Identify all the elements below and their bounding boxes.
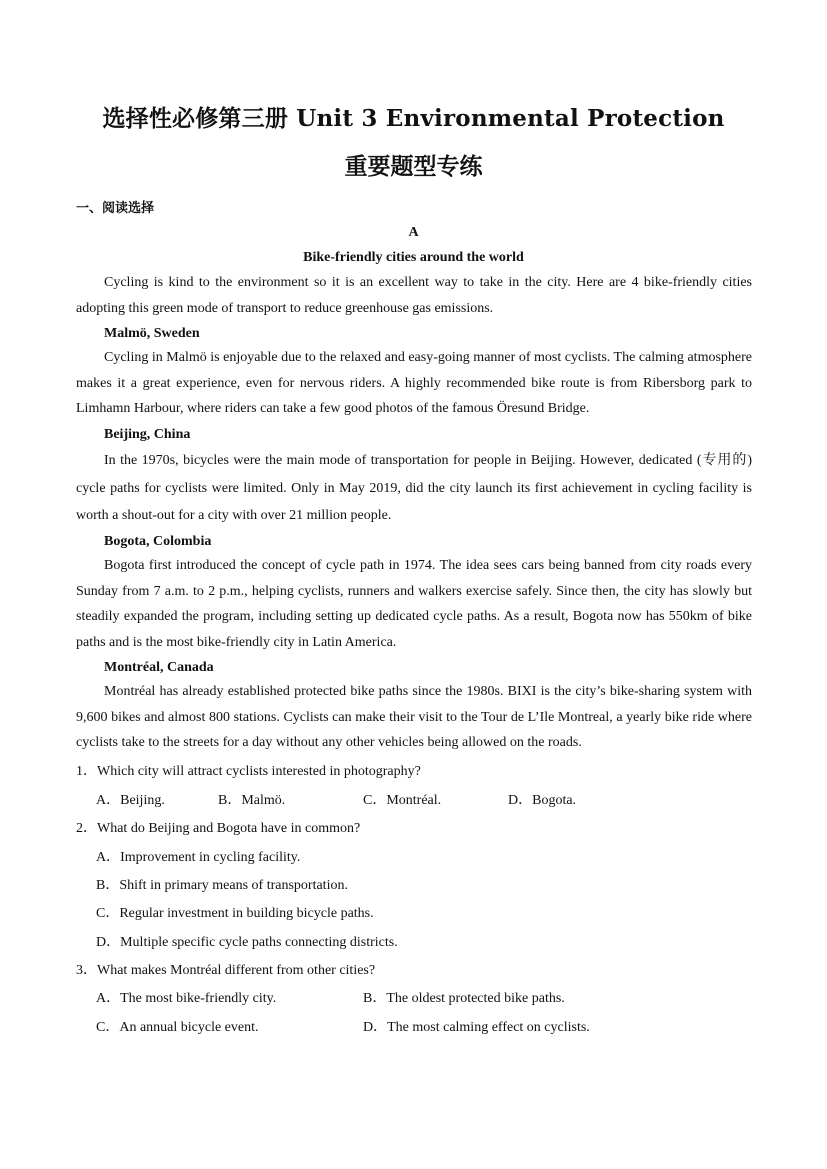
question-2: 2．What do Beijing and Bogota have in common?: [76, 821, 361, 836]
q3-option-a: A．The most bike-friendly city.: [96, 991, 277, 1006]
q2-option-a: A．Improvement in cycling facility.: [96, 850, 301, 865]
page-title: 选择性必修第三册 Unit 3 Environmental Protection: [102, 105, 725, 132]
city-text-bogota: Bogota first introduced the concept of cycle path in 1974. The idea sees cars being banned from city roads every Sunday from 7 a.m. to 2 p.m., helping cyclists, runners and walkers exercise safely. Since then, the city has slowly but steadily expanded the program, including setting up dedicated cycle paths. As a result, Bogota now has 550km of bike paths and is the most bike-friendly city in Latin America.: [76, 558, 752, 650]
city-text-montreal: Montréal has already established protected bike paths since the 1980s. BIXI is the city’s bike-sharing system with 9,600 bikes and almost 800 stations. Cyclists can make their visit to the Tour de L’Ile Montreal, a yearly bike ride where cyclists take to the streets for a day without any other vehicles being allowed on the roads.: [76, 684, 752, 750]
city-heading-bogota: Bogota, Colombia: [104, 534, 212, 549]
section-heading: 一、阅读选择: [76, 201, 155, 216]
q3-option-c: C．An annual bicycle event.: [96, 1020, 259, 1035]
q2-option-b: B．Shift in primary means of transportation.: [96, 878, 348, 893]
city-heading-beijing: Beijing, China: [104, 427, 191, 442]
passage-label: A: [408, 225, 419, 240]
page-subtitle: 重要题型专练: [344, 153, 483, 180]
q1-option-c: C．Montréal.: [363, 793, 442, 808]
question-3: 3．What makes Montréal different from other cities?: [76, 963, 376, 978]
city-text-beijing: In the 1970s, bicycles were the main mode of transportation for people in Beijing. However, dedicated (专用的) cycle paths for cyclists were limited. Only in May 2019, did the city launch its first achievement in cycling facility is worth a shout-out for a city with over 21 million people.: [76, 453, 752, 523]
q3-option-b: B．The oldest protected bike paths.: [363, 991, 565, 1006]
q3-option-d: D．The most calming effect on cyclists.: [363, 1020, 590, 1035]
q1-option-b: B．Malmö.: [218, 793, 286, 808]
q1-option-d: D．Bogota.: [508, 793, 577, 808]
city-heading-montreal: Montréal, Canada: [104, 660, 214, 675]
city-text-malmo: Cycling in Malmö is enjoyable due to the relaxed and easy-going manner of most cyclists. The calming atmosphere makes it a great experience, even for nervous riders. A highly recommended bike route is from Ribersborg park to Limhamn Harbour, where riders can take a few good photos of the famous Öresund Bridge.: [76, 350, 752, 416]
passage-title: Bike-friendly cities around the world: [303, 250, 524, 265]
city-heading-malmo: Malmö, Sweden: [104, 326, 200, 341]
q1-option-a: A．Beijing.: [96, 793, 165, 808]
q2-option-c: C．Regular investment in building bicycle paths.: [96, 906, 374, 921]
passage-intro: Cycling is kind to the environment so it is an excellent way to take in the city. Here are 4 bike-friendly cities adopting this green mode of transport to reduce greenhouse gas emissions.: [76, 275, 752, 316]
q2-option-d: D．Multiple specific cycle paths connecting districts.: [96, 935, 398, 950]
question-1: 1．Which city will attract cyclists interested in photography?: [76, 764, 421, 779]
